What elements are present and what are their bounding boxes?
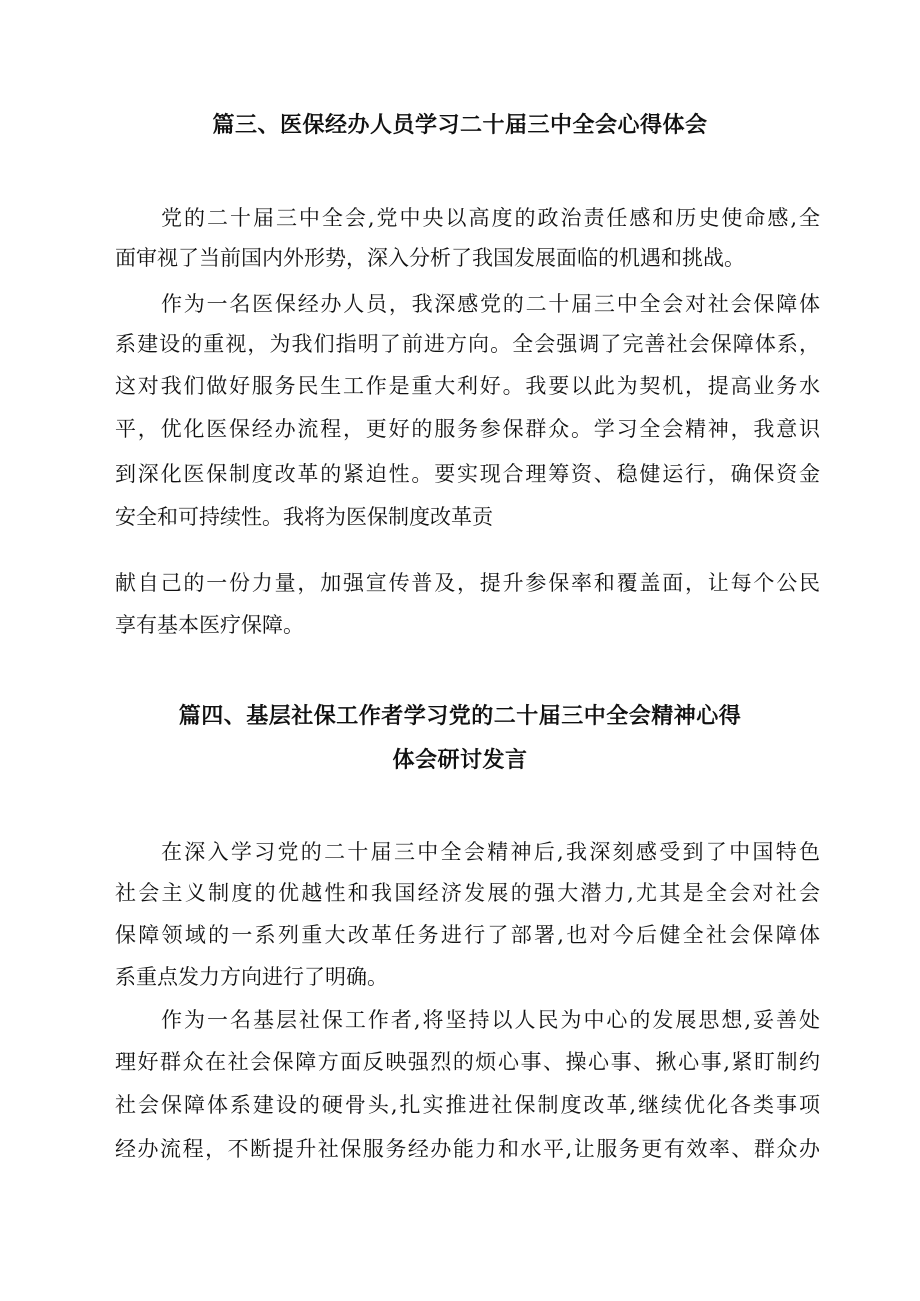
section3-p2-line: 系建设的重视，为我们指明了前进方向。全会强调了完善社会保障体系， [115, 332, 820, 356]
section4-p1-line: 系重点发力方向进行了明确。 [115, 965, 388, 989]
section4-p2-line: 作为一名基层社保工作者,将坚持以人民为中心的发展思想,妥善处 [161, 1008, 820, 1032]
section3-p1-line: 党的二十届三中全会,党中央以高度的政治责任感和历史使命感,全 [161, 206, 820, 230]
section4-p1-line: 保障领域的一系列重大改革任务进行了部署,也对今后健全社会保障体 [115, 923, 820, 947]
section3-p2-line: 作为一名医保经办人员，我深感党的二十届三中全会对社会保障体 [161, 292, 820, 316]
section3-p2-line: 安全和可持续性。我将为医保制度改革贡 [115, 505, 493, 529]
section4-p2-line: 经办流程，不断提升社保服务经办能力和水平,让服务更有效率、群众办 [115, 1137, 820, 1161]
section4-title-line2: 体会研讨发言 [392, 747, 528, 773]
section4-p1-line: 社会主义制度的优越性和我国经济发展的强大潜力,尤其是全会对社会 [115, 881, 820, 905]
section3-p1-line: 面审视了当前国内外形势，深入分析了我国发展面临的机遇和挑战。 [115, 246, 745, 270]
section3-p3-line: 享有基本医疗保障。 [115, 613, 304, 637]
section4-title-line1: 篇四、基层社保工作者学习党的二十届三中全会精神心得 [178, 703, 742, 729]
section4-p1-line: 在深入学习党的二十届三中全会精神后,我深刻感受到了中国特色 [161, 840, 820, 864]
section3-p3-line: 献自己的一份力量，加强宣传普及，提升参保率和覆盖面，让每个公民 [115, 571, 820, 595]
section3-p2-line: 到深化医保制度改革的紧迫性。要实现合理筹资、稳健运行，确保资金 [115, 462, 820, 486]
section4-p2-line: 社会保障体系建设的硬骨头,扎实推进社保制度改革,继续优化各类事项 [115, 1093, 820, 1117]
section3-title: 篇三、医保经办人员学习二十届三中全会心得体会 [212, 112, 708, 138]
section4-p2-line: 理好群众在社会保障方面反映强烈的烦心事、操心事、揪心事,紧盯制约 [115, 1050, 820, 1074]
section3-p2-line: 这对我们做好服务民生工作是重大利好。我要以此为契机，提高业务水 [115, 374, 820, 398]
section3-p2-line: 平，优化医保经办流程，更好的服务参保群众。学习全会精神，我意识 [115, 417, 820, 441]
